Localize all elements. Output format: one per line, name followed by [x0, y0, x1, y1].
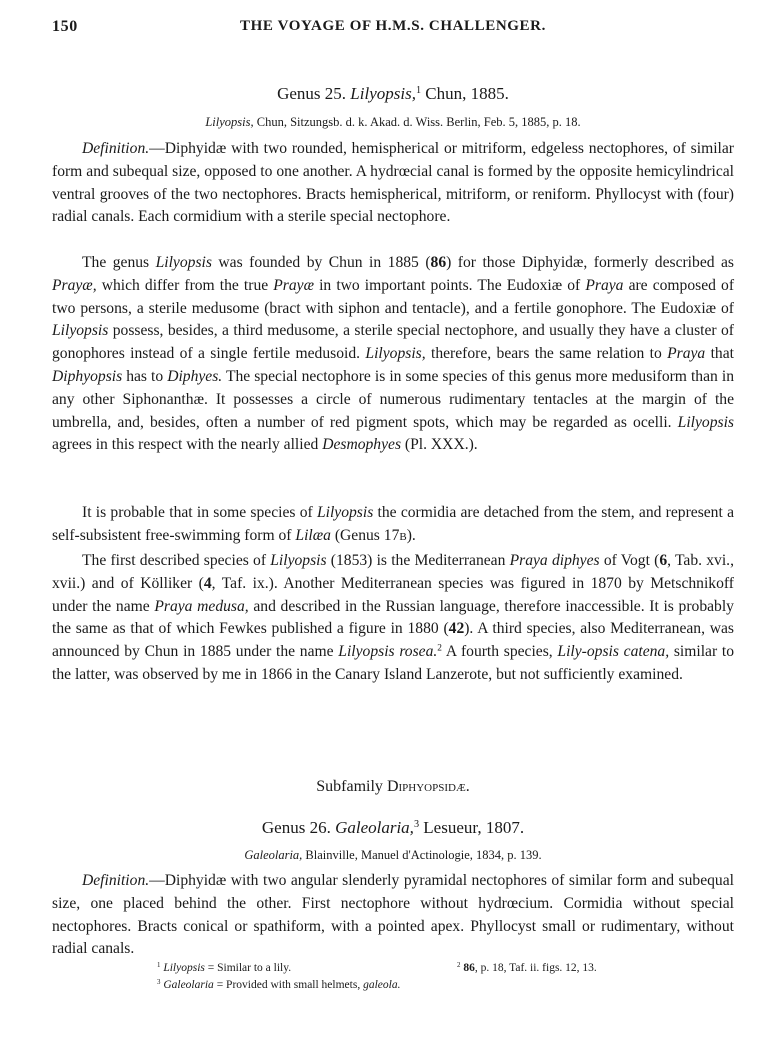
genus-25-definition [52, 138, 734, 229]
italic-text: Desmophyes [322, 436, 402, 454]
italic-text: galeola. [363, 979, 401, 991]
running-title: THE VOYAGE OF H.M.S. CHALLENGER. [240, 18, 546, 34]
subfamily-name: Diphyopsidæ. [386, 778, 470, 795]
bold-ref: 86 [430, 254, 447, 271]
italic-text: Lilyopsis [52, 322, 109, 340]
text-run: , Tab. xvi., xvii.) and of Kölliker ( [52, 552, 734, 592]
footnote-marker: 2 [437, 643, 442, 654]
footnote-marker: 1 [415, 84, 422, 96]
footnote-marker: 3 [157, 978, 161, 986]
text-run: A fourth species, [441, 643, 558, 661]
bold-ref: 86 [463, 962, 475, 974]
genus-25-paragraph-species [52, 550, 734, 687]
italic-text: Galeolaria, [244, 848, 303, 862]
footnote-1 [157, 960, 291, 976]
text-run: ) for those Diphyidæ, formerly described as [446, 254, 735, 271]
text-run: ). A third species, also Mediterranean, was announced by Chun in 1885 under the name [52, 620, 734, 661]
text-run: (Pl. XXX.). [401, 436, 478, 454]
text-run: has to [122, 367, 168, 385]
subfamily-prefix: Subfamily [316, 778, 387, 795]
italic-text: Praya medusa, [154, 597, 249, 615]
bold-ref: 42 [448, 620, 465, 638]
text-run: in two important points. The Eudoxiæ of [314, 276, 586, 294]
text-run: The special nectophore is in some species of this genus more medusiform than in any other Siphonanthæ. It possesses a circle of numerous rudimentary tentacles at the margin of the umbrella, and, besides, often a number of red pigment spots, which may be regarded as ocelli. [52, 367, 734, 431]
italic-text: Lilyopsis, [205, 115, 254, 129]
text-run: of Vogt ( [599, 552, 660, 569]
italic-text: Praya diphyes [509, 552, 600, 569]
footnote-marker: 1 [157, 961, 161, 969]
text-run: = Similar to a lily. [204, 962, 292, 974]
italic-text: Lilyopsis, [350, 84, 416, 103]
text-run: Genus 26. [261, 818, 336, 837]
footnote-3 [157, 977, 400, 993]
italic-text: Prayæ [273, 276, 314, 294]
text-run: (Genus 17 [330, 526, 400, 544]
footnote-marker: 3 [413, 818, 420, 830]
bold-ref: 6 [659, 552, 668, 569]
text-run: similar to the latter, was observed by me in 1866 in the Canary Island Lanzerote, but not sufficiently examined. [52, 643, 734, 683]
text-run: Genus 25. [277, 84, 351, 103]
italic-text: Lilyopsis [163, 962, 205, 974]
page-number: 150 [52, 18, 78, 35]
italic-text: Lilyopsis [316, 504, 374, 521]
text-run: —Diphyidæ with two rounded, hemispherical or mitriform, edgeless nectophores, of similar form and subequal size, opposed to one another. A hydrœcial canal is formed by the opposite hemicylindrical ventral grooves of the two nectophores. Bracts hemispherical, mitriform, or reniform. Phyllocyst with (four) radial canals. Each cormidium with a sterile special nectophore. [52, 140, 734, 226]
italic-text: Prayæ, [52, 276, 97, 294]
text-run: Chun, Sitzungsb. d. k. Akad. d. Wiss. Berlin, Feb. 5, 1885, p. 18. [253, 115, 581, 129]
footnote-marker: 2 [457, 961, 461, 969]
text-run: Lesueur, 1807. [419, 818, 525, 837]
genus-26-heading [52, 818, 734, 838]
footnote-2 [457, 960, 597, 976]
text-run: possess, besides, a third medusome, a sterile special nectophore, and usually they have a cluster of gonophores instead of a single fertile medusoid. [52, 322, 734, 363]
running-head [52, 18, 734, 42]
text-run: that [705, 345, 734, 363]
bold-ref: 4 [203, 574, 212, 592]
italic-text: Praya [667, 345, 706, 363]
text-run: (1853) is the Mediterranean [326, 552, 510, 569]
italic-text: Definition. [82, 140, 150, 157]
genus-25-paragraph-cormidia [52, 502, 734, 548]
text-run: b [399, 526, 407, 544]
text-run: are composed of two persons, a sterile medusome (bract with siphon and tentacle), and a fertile gonophore. The Eudoxiæ of [52, 276, 735, 317]
italic-text: Lily-opsis catena, [557, 643, 670, 661]
text-run: Chun, 1885. [421, 84, 509, 103]
italic-text: Galeolaria [163, 979, 214, 991]
genus-26-definition [52, 870, 734, 961]
italic-text: Definition. [82, 872, 150, 889]
text-run: the cormidia are detached from the stem, and represent a self-subsistent free-swimming form of [52, 504, 734, 544]
genus-25-heading [52, 84, 734, 104]
text-run: It is probable that in some species of [82, 504, 317, 521]
italic-text: Praya [585, 276, 624, 294]
genus-25-citation [52, 115, 734, 130]
italic-text: Lilyopsis, [365, 345, 426, 363]
italic-text: Lilyopsis rosea. [338, 643, 438, 661]
text-run: , p. 18, Taf. ii. figs. 12, 13. [474, 962, 597, 974]
text-run: The genus [82, 254, 156, 271]
genus-25-paragraph-history [52, 252, 734, 457]
text-run: was founded by Chun in 1885 ( [211, 254, 431, 271]
text-run: Blainville, Manuel d'Actinologie, 1834, p. 139. [302, 848, 542, 862]
italic-text: Diphyopsis [52, 367, 123, 385]
genus-26-citation [52, 848, 734, 863]
text-run: which differ from the true [96, 276, 274, 294]
italic-text: Lilyopsis [155, 254, 212, 271]
text-run: therefore, bears the same relation to [425, 345, 668, 363]
text-run: agrees in this respect with the nearly allied [52, 436, 323, 454]
text-run: The first described species of [82, 552, 271, 569]
italic-text: Lilyopsis [270, 552, 327, 569]
text-run: , Taf. ix.). Another Mediterranean species was figured in 1870 by Metschnikoff under the name [52, 574, 735, 615]
text-run: = Provided with small helmets, [213, 979, 364, 991]
italic-text: Lilæa [295, 526, 331, 544]
italic-text: Diphyes. [167, 367, 223, 385]
text-run: ). [406, 526, 416, 544]
text-run: —Diphyidæ with two angular slenderly pyramidal nectophores of similar form and subequal size, one placed behind the other. First nectophore without hydrœcium. Cormidia without special nectophores. Bracts conical or spathiform, with a pointed apex. Phyllocyst small or rudimentary, without radial canals. [52, 872, 734, 958]
subfamily-heading [52, 778, 734, 796]
text-run: and described in the Russian language, therefore inaccessible. It is probably the same as that of which Fewkes published a figure in 1880 ( [52, 597, 734, 638]
italic-text: Galeolaria, [335, 818, 414, 837]
italic-text: Lilyopsis [677, 413, 734, 431]
